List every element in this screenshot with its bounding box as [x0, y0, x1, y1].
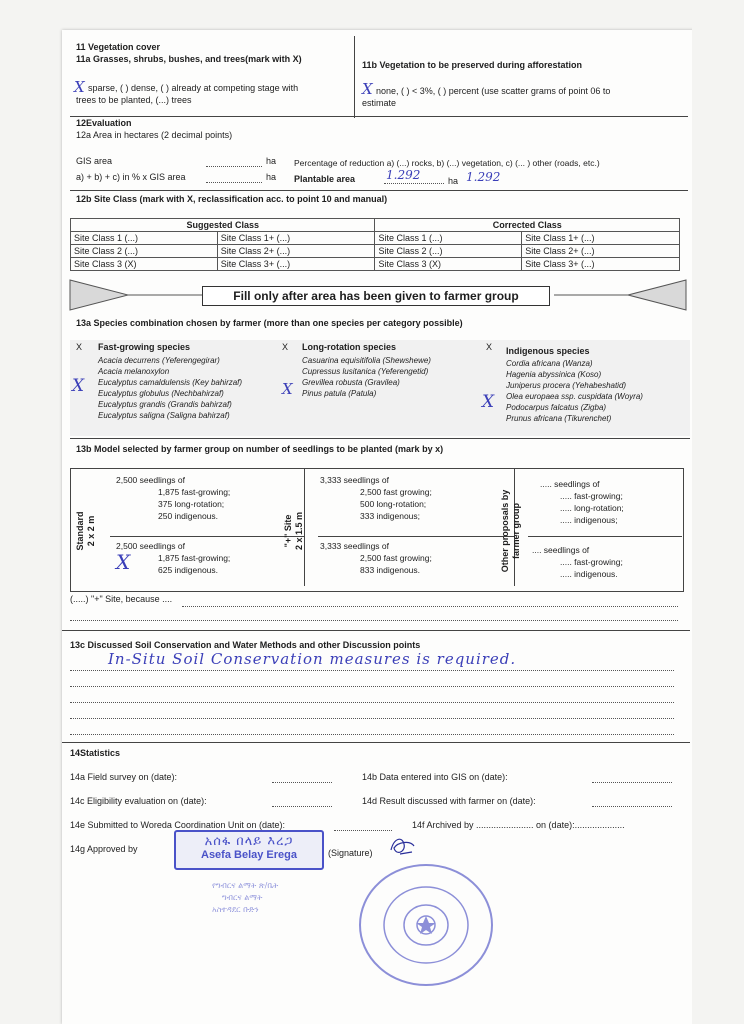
species-item[interactable]: Casuarina equisitifolia (Shewshewe): [302, 356, 431, 365]
gis-area-field[interactable]: [206, 166, 262, 167]
s12b-title: 12b Site Class (mark with X, reclassification acc. to point 10 and manual): [76, 194, 388, 204]
stamp-subtext: የግብርና ልማት ጽ/ቤት ግብርና ልማት አስተዳደር ቡድን: [212, 881, 279, 914]
s14a-label: 14a Field survey on (date):: [70, 772, 178, 782]
species-item[interactable]: Acacia melanoxylon: [98, 367, 170, 376]
model-divider: [110, 536, 304, 537]
indig-mark: X: [482, 392, 495, 412]
site-cell[interactable]: Site Class 2 (...): [375, 245, 522, 258]
scan-edge: [692, 0, 744, 1024]
site-cell[interactable]: Site Class 1 (...): [71, 232, 218, 245]
s14c-field[interactable]: [272, 806, 332, 807]
species-item[interactable]: Cupressus lusitanica (Yeferengetid): [302, 367, 429, 376]
site-cell[interactable]: Site Class 3 (X): [71, 258, 218, 271]
site-cell[interactable]: Site Class 1+ (...): [522, 232, 680, 245]
long-header: Long-rotation species: [302, 342, 397, 352]
standard-label: Standard 2 x 2 m: [75, 511, 96, 551]
site-cell[interactable]: Site Class 3+ (...): [522, 258, 680, 271]
plantable-value-2: 1.292: [466, 170, 501, 184]
species-item[interactable]: Hagenia abyssinica (Koso): [506, 370, 602, 379]
s14a-field[interactable]: [272, 782, 332, 783]
rule: [62, 742, 690, 743]
gis-area-label: GIS area: [76, 156, 113, 166]
discussion-line[interactable]: [70, 734, 674, 735]
long-species-list: [302, 355, 431, 399]
s14c-label: 14c Eligibility evaluation on (date):: [70, 796, 207, 806]
s13c-title: 13c Discussed Soil Conservation and Water Methods and other Discussion points: [70, 640, 421, 650]
form-page: [62, 30, 698, 1024]
s11a-options-1: sparse, ( ) dense, ( ) already at competing stage with: [88, 83, 299, 93]
species-item[interactable]: Grevillea robusta (Gravilea): [302, 378, 400, 387]
indig-species-list: [506, 358, 643, 424]
abc-unit: ha: [266, 172, 277, 182]
species-item[interactable]: Cordia africana (Wanza): [506, 359, 593, 368]
species-item[interactable]: Eucalyptus grandis (Grandis bahirzaf): [98, 400, 232, 409]
site-cell[interactable]: Site Class 2+ (...): [217, 245, 375, 258]
x-col-2: X: [282, 342, 289, 352]
plantable-unit: ha: [448, 176, 459, 186]
species-item[interactable]: Podocarpus falcatus (Zigba): [506, 403, 607, 412]
discussion-line[interactable]: [70, 718, 674, 719]
name-stamp: [174, 830, 324, 870]
s12a-title: 12a Area in hectares (2 decimal points): [76, 130, 233, 140]
because-line[interactable]: [182, 606, 678, 607]
stamp-name: Asefa Belay Erega: [201, 849, 297, 861]
s11b-title: 11b Vegetation to be preserved during afforestation: [362, 60, 583, 70]
site-cell[interactable]: Site Class 2 (...): [71, 245, 218, 258]
species-item[interactable]: Pinus patula (Patula): [302, 389, 377, 398]
plantable-value: 1.292: [386, 168, 421, 182]
discussion-handwritten: In-Situ Soil Conservation measures is required.: [108, 650, 517, 668]
corrected-header: Corrected Class: [375, 219, 680, 232]
s14b-field[interactable]: [592, 782, 672, 783]
banner-text: Fill only after area has been given to farmer group: [202, 286, 550, 306]
site-cell[interactable]: Site Class 3 (X): [375, 258, 522, 271]
std2-mark: X: [116, 550, 131, 574]
rule: [70, 116, 688, 117]
s11b-options-1: none, ( ) < 3%, ( ) percent (use scatter grams of point 06 to: [376, 86, 611, 96]
discussion-line[interactable]: [70, 686, 674, 687]
site-cell[interactable]: Site Class 1+ (...): [217, 232, 375, 245]
rule: [70, 190, 688, 191]
long-mark: X: [282, 380, 293, 398]
s14b-label: 14b Data entered into GIS on (date):: [362, 772, 508, 782]
because-line-2[interactable]: [70, 620, 678, 621]
s11-title: 11 Vegetation cover: [76, 42, 161, 52]
other-option-1[interactable]: ..... seedlings of ..... fast-growing; ..... long-rotation; ..... indigenous;: [540, 479, 624, 525]
discussion-line[interactable]: [70, 670, 674, 671]
gis-area-unit: ha: [266, 156, 277, 166]
s11a-options-2: trees to be planted, (...) trees: [76, 95, 192, 105]
abc-label: a) + b) + c) in % x GIS area: [76, 172, 186, 182]
species-item[interactable]: Juniperus procera (Yehabeshatid): [506, 381, 627, 390]
plus-option-1[interactable]: 3,333 seedlings of 2,500 fast growing; 500 long-rotation; 333 indigenous;: [320, 475, 432, 521]
species-item[interactable]: Eucalyptus saligna (Saligna bahirzaf): [98, 411, 230, 420]
site-cell[interactable]: Site Class 2+ (...): [522, 245, 680, 258]
discussion-line[interactable]: [70, 702, 674, 703]
s14d-label: 14d Result discussed with farmer on (date):: [362, 796, 536, 806]
signature-label: (Signature): [328, 848, 373, 858]
plus-site-because: (.....) "+" Site, because ....: [70, 594, 173, 604]
s13a-title: 13a Species combination chosen by farmer (more than one species per category possible): [76, 318, 463, 328]
s14-title: 14Statistics: [70, 748, 121, 758]
s14g-label: 14g Approved by: [70, 844, 138, 854]
rule: [70, 438, 690, 439]
official-seal: [356, 860, 496, 990]
fast-header: Fast-growing species: [98, 342, 191, 352]
indig-header: Indigenous species: [506, 346, 590, 356]
site-cell[interactable]: Site Class 1 (...): [375, 232, 522, 245]
s13b-title: 13b Model selected by farmer group on number of seedlings to be planted (mark by x): [76, 444, 444, 454]
fast-species-list: [98, 355, 242, 421]
std-option-2[interactable]: 2,500 seedlings of 1,875 fast-growing; 625 indigenous.: [116, 541, 231, 575]
std-option-1[interactable]: 2,500 seedlings of 1,875 fast-growing; 375 long-rotation; 250 indigenous.: [116, 475, 231, 521]
rule: [62, 630, 690, 631]
plantable-label: Plantable area: [294, 174, 356, 184]
signature-scribble: [388, 834, 418, 860]
suggested-header: Suggested Class: [71, 219, 375, 232]
other-proposals-label: Other proposals by farmer group: [500, 489, 521, 573]
s14e-field[interactable]: [334, 830, 392, 831]
s12-title: 12Evaluation: [76, 118, 132, 128]
species-item[interactable]: Acacia decurrens (Yeferengegirar): [98, 356, 220, 365]
abc-field[interactable]: [206, 182, 262, 183]
s11a-title: 11a Grasses, shrubs, bushes, and trees(mark with X): [76, 54, 302, 64]
stamp-ethiopic-line: አሰፋ በላይ እረጋ: [204, 834, 294, 849]
other-option-2[interactable]: .... seedlings of ..... fast-growing; ..... indigenous.: [532, 545, 623, 579]
species-item[interactable]: Eucalyptus globulus (Nechbahirzaf): [98, 389, 224, 398]
species-item[interactable]: Eucalyptus camaldulensis (Key bahirzaf): [98, 378, 243, 387]
model-divider: [318, 536, 514, 537]
reduction-text: Percentage of reduction a) (...) rocks, b) (...) vegetation, c) (... ) other (roads, etc.): [294, 158, 600, 168]
species-item[interactable]: Prunus africana (Tikurenchet): [506, 414, 612, 423]
plus-option-2[interactable]: 3,333 seedlings of 2,500 fast growing; 833 indigenous.: [320, 541, 432, 575]
s11a-mark: X: [74, 78, 85, 96]
site-cell[interactable]: Site Class 3+ (...): [217, 258, 375, 271]
s14d-field[interactable]: [592, 806, 672, 807]
s11b-mark: X: [362, 80, 373, 98]
species-item[interactable]: Olea europaea ssp. cuspidata (Woyra): [506, 392, 643, 401]
fast-mark: X: [72, 376, 85, 396]
plus-site-label: "+" Site 2 x 1.5 m: [283, 511, 304, 551]
x-col-1: X: [76, 342, 83, 352]
site-class-table: [70, 218, 680, 271]
model-divider: [528, 536, 682, 537]
s14f-label: 14f Archived by ....................... on (date):....................: [412, 820, 625, 830]
plantable-field[interactable]: [384, 183, 444, 184]
s11b-options-2: estimate: [362, 98, 397, 108]
x-col-3: X: [486, 342, 493, 352]
s11-divider: [354, 36, 355, 118]
s14e-label: 14e Submitted to Woreda Coordination Unit on (date):: [70, 820, 285, 830]
